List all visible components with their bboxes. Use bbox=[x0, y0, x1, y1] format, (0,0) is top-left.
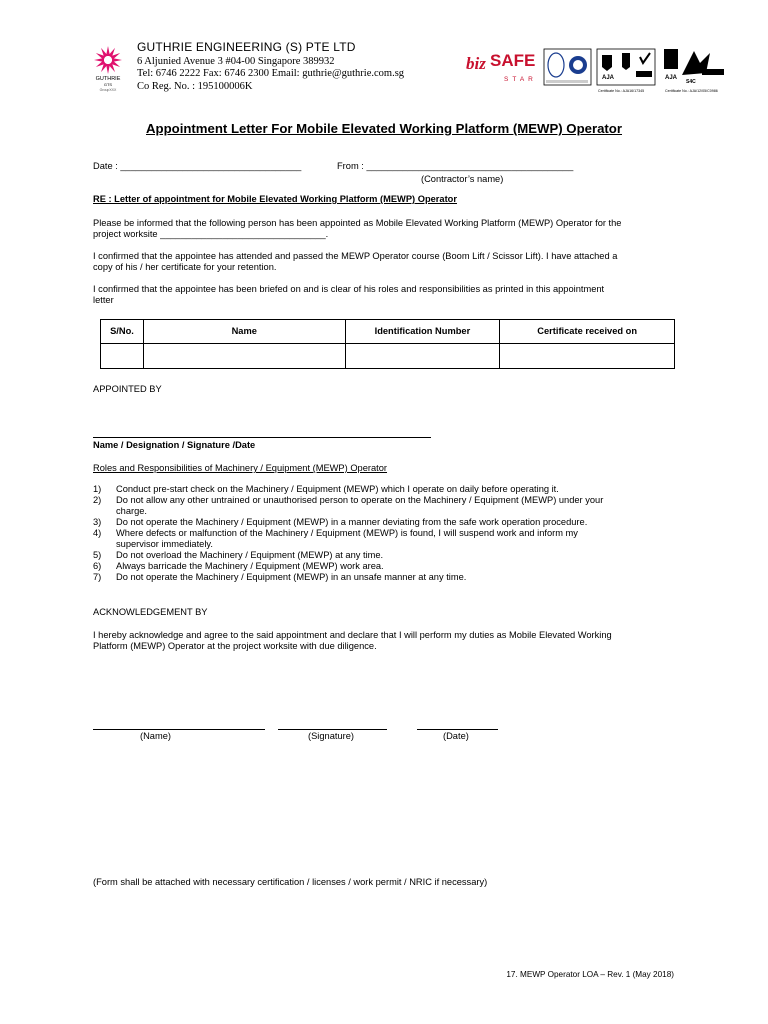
appointer-signature-line[interactable] bbox=[93, 437, 431, 438]
cell-sno[interactable] bbox=[101, 344, 144, 369]
list-item: 3) Do not operate the Machinery / Equipment (MEWP) in a manner deviating from the safe work operation procedure. bbox=[93, 517, 588, 527]
svg-text:AJA: AJA bbox=[665, 75, 678, 81]
list-item: 1) Conduct pre-start check on the Machinery / Equipment (MEWP) which I operate on daily before operating it. bbox=[93, 484, 559, 494]
appointed-by-label: APPOINTED BY bbox=[93, 384, 162, 394]
cell-certificate[interactable] bbox=[500, 344, 675, 369]
svg-text:GTS: GTS bbox=[103, 82, 113, 87]
svg-text:Certificate No.: AJA16/17345: Certificate No.: AJA16/17345 bbox=[598, 89, 645, 93]
column-header-certificate: Certificate received on bbox=[500, 320, 675, 344]
company-address: 6 Aljunied Avenue 3 #04-00 Singapore 389932 bbox=[137, 56, 335, 67]
aja-badge-icon bbox=[597, 49, 655, 93]
list-item: 2) Do not allow any other untrained or unauthorised person to operate on the Machinery / Equipment (MEWP) under your charge. bbox=[93, 495, 604, 516]
acknowledger-name-line[interactable] bbox=[93, 729, 265, 730]
svg-text:S4C: S4C bbox=[686, 79, 696, 85]
company-name: GUTHRIE ENGINEERING (S) PTE LTD bbox=[137, 40, 356, 54]
company-contact: Tel: 6746 2222 Fax: 6746 2300 Email: guthrie@guthrie.com.sg bbox=[137, 68, 405, 79]
ukas-badge-icon bbox=[544, 49, 591, 85]
guthrie-logo bbox=[88, 44, 128, 94]
paragraph-line: Please be informed that the following person has been appointed as Mobile Elevated Working Platform (MEWP) Operator for the bbox=[93, 218, 622, 228]
svg-text:STAR: STAR bbox=[504, 76, 537, 83]
table-row bbox=[101, 344, 675, 369]
appointer-signature-caption: Name / Designation / Signature /Date bbox=[93, 440, 256, 450]
acknowledgement-label: ACKNOWLEDGEMENT BY bbox=[93, 607, 208, 617]
column-header-name: Name bbox=[143, 320, 345, 344]
svg-text:GroupXXX: GroupXXX bbox=[99, 88, 117, 92]
paragraph-line: project worksite ________________________________. bbox=[93, 229, 329, 239]
company-reg-no: Co Reg. No. : 195100006K bbox=[137, 81, 253, 92]
acknowledger-date-line[interactable] bbox=[417, 729, 498, 730]
svg-text:AJA: AJA bbox=[602, 75, 615, 81]
cell-identification[interactable] bbox=[345, 344, 500, 369]
column-header-sno: S/No. bbox=[101, 320, 144, 344]
column-header-identification: Identification Number bbox=[345, 320, 500, 344]
re-subject-line: RE : Letter of appointment for Mobile Elevated Working Platform (MEWP) Operator bbox=[93, 194, 457, 204]
paragraph-line: I confirmed that the appointee has attended and passed the MEWP Operator course (Boom Lift / Scissor Lift). I have attached a bbox=[93, 251, 618, 261]
attachment-note: (Form shall be attached with necessary certification / licenses / work permit / NRIC if necessary) bbox=[93, 877, 488, 887]
list-item: 5) Do not overload the Machinery / Equipment (MEWP) at any time. bbox=[93, 550, 384, 560]
paragraph-briefing bbox=[93, 284, 678, 306]
paragraph-appointment bbox=[93, 218, 678, 240]
appointee-table bbox=[100, 319, 675, 369]
list-item: 7) Do not operate the Machinery / Equipment (MEWP) in an unsafe manner at any time. bbox=[93, 572, 467, 582]
svg-text:Certificate No.: AJA/12/05/C09: Certificate No.: AJA/12/05/C0986 bbox=[665, 89, 718, 93]
document-title: Appointment Letter For Mobile Elevated Working Platform (MEWP) Operator bbox=[146, 121, 622, 136]
contractor-caption: (Contractor’s name) bbox=[421, 174, 504, 184]
paragraph-line: I confirmed that the appointee has been briefed on and is clear of his roles and responsibilities as printed in this appointment bbox=[93, 284, 605, 294]
list-item: 4) Where defects or malfunction of the Machinery / Equipment (MEWP) is found, I will suspend work and inform my supervisor immediately. bbox=[93, 528, 578, 549]
name-caption: (Name) bbox=[140, 731, 171, 741]
paragraph-line: letter bbox=[93, 295, 114, 305]
bizsafe-logo bbox=[466, 51, 537, 83]
from-field[interactable]: From : ________________________________________ bbox=[337, 161, 574, 171]
acknowledger-signature-line[interactable] bbox=[278, 729, 387, 730]
acknowledgement-paragraph bbox=[93, 630, 678, 652]
paragraph-line: Platform (MEWP) Operator at the project worksite with due diligence. bbox=[93, 641, 377, 651]
paragraph-line: copy of his / her certificate for your retention. bbox=[93, 262, 277, 272]
s4c-badge-icon bbox=[664, 49, 724, 93]
svg-text:biz: biz bbox=[466, 54, 486, 73]
date-field[interactable]: Date : ___________________________________ bbox=[93, 161, 302, 171]
svg-text:GUTHRIE: GUTHRIE bbox=[95, 76, 121, 82]
paragraph-course bbox=[93, 251, 678, 273]
table-header-row bbox=[101, 320, 675, 344]
svg-text:SAFE: SAFE bbox=[490, 51, 536, 70]
paragraph-line: I hereby acknowledge and agree to the said appointment and declare that I will perform my duties as Mobile Elevated Working bbox=[93, 630, 612, 640]
certification-logos bbox=[464, 45, 728, 95]
roles-heading: Roles and Responsibilities of Machinery / Equipment (MEWP) Operator bbox=[93, 463, 388, 473]
roles-list bbox=[93, 484, 663, 583]
list-item: 6) Always barricade the Machinery / Equipment (MEWP) work area. bbox=[93, 561, 384, 571]
signature-caption: (Signature) bbox=[308, 731, 354, 741]
cell-name[interactable] bbox=[143, 344, 345, 369]
date-caption: (Date) bbox=[443, 731, 469, 741]
revision-label: 17. MEWP Operator LOA – Rev. 1 (May 2018) bbox=[506, 970, 674, 979]
